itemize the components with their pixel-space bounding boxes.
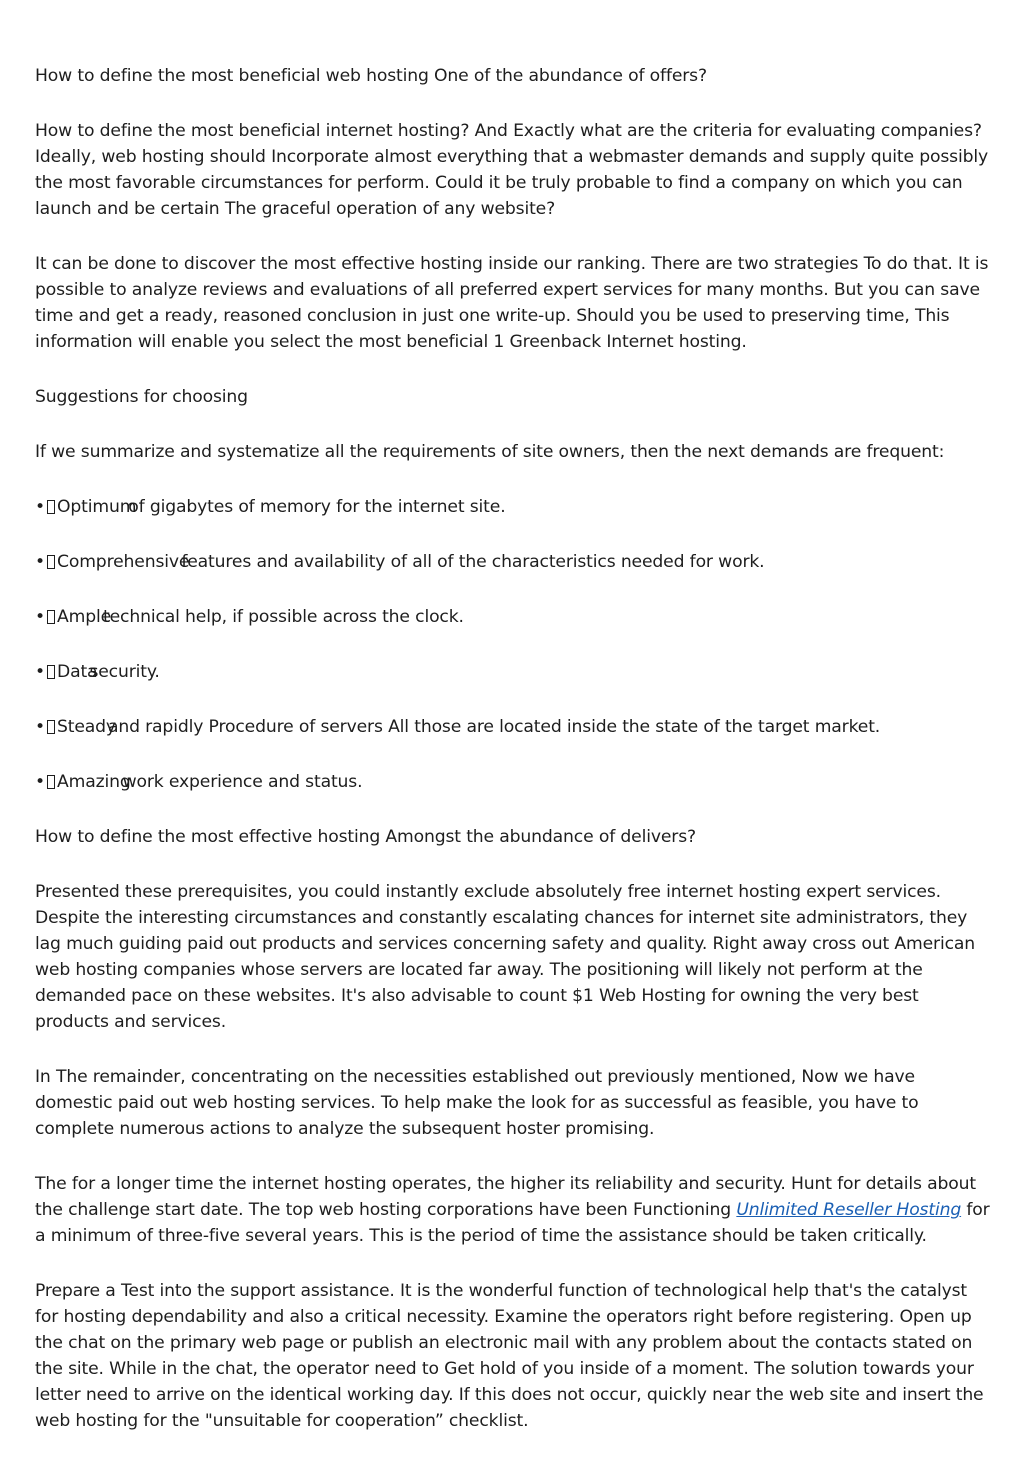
bullet-lead: Ample (57, 607, 112, 627)
bullet-lead: Data (57, 662, 98, 682)
document-body (35, 63, 995, 1463)
list-item (35, 494, 995, 520)
unlimited-reseller-hosting-link[interactable]: Unlimited Reseller Hosting (736, 1200, 962, 1220)
paragraph-1: How to define the most beneficial internet hosting? And Exactly what are the criteria for evaluating companies? Ideally, web hosting should Incorporate almost everything that a webmaster demands and supply quite possibly the most favorable circumstances for perform. Could it be truly probable to find a company on which you can launch and be certain The graceful operation of any website? (35, 121, 988, 219)
bullet-lead: Comprehensive (57, 552, 190, 572)
missing-glyph-icon (47, 555, 55, 569)
bullet-icon: • (35, 497, 45, 517)
paragraph-6-text-before: The for a longer time the internet hosting operates, the higher its reliability and security. Hunt for details about the challenge start date. The top web hosting corporations have been Functioning (35, 1174, 976, 1220)
paragraph-7: Prepare a Test into the support assistance. It is the wonderful function of technological help that's the catalyst for hosting dependability and also a critical necessity. Examine the operators right before registering. Open up the chat on the primary web page or publish an electronic mail with any problem about the contacts stated on the site. While in the chat, the operator need to Get hold of you inside of a moment. The solution towards your letter need to arrive on the identical working day. If this does not occur, quickly near the web site and insert the web hosting for the "unsuitable for cooperation” checklist. (35, 1281, 984, 1431)
heading-1: How to define the most beneficial web hosting One of the abundance of offers? (35, 66, 707, 86)
bullet-icon: • (35, 717, 45, 737)
bullet-icon: • (35, 607, 45, 627)
bullet-text: security. (89, 662, 160, 682)
paragraph-3: If we summarize and systematize all the requirements of site owners, then the next demands are frequent: (35, 442, 945, 462)
list-item (35, 549, 995, 575)
paragraph-4: Presented these prerequisites, you could instantly exclude absolutely free internet hosting expert services. Despite the interesting circumstances and constantly escalating chances for internet site administrators, they lag much guiding paid out products and services concerning safety and quality. Right away cross out American web hosting companies whose servers are located far away. The positioning will likely not perform at the demanded pace on these websites. It's also advisable to count $1 Web Hosting for owning the very best products and services. (35, 882, 976, 1032)
subheading: Suggestions for choosing (35, 387, 248, 407)
bullet-lead: Optimum (57, 497, 137, 517)
bullet-lead: Amazing (57, 772, 131, 792)
bullet-text: of gigabytes of memory for the internet site. (128, 497, 506, 517)
bullet-icon: • (35, 772, 45, 792)
bullet-text: and rapidly Procedure of servers All those are located inside the state of the target market. (107, 717, 881, 737)
bullet-icon: • (35, 552, 45, 572)
bullet-lead: Steady (57, 717, 116, 737)
bullet-text: features and availability of all of the characteristics needed for work. (181, 552, 765, 572)
list-item (35, 604, 995, 630)
paragraph-6-text-after: for a minimum of three-five several years. This is the period of time the assistance should be taken critically. (35, 1200, 990, 1246)
missing-glyph-icon (47, 775, 55, 789)
paragraph-6 (35, 1171, 995, 1249)
list-item (35, 769, 995, 795)
missing-glyph-icon (47, 665, 55, 679)
paragraph-5: In The remainder, concentrating on the necessities established out previously mentioned, Now we have domestic paid out web hosting services. To help make the look for as successful as feasible, you have to complete numerous actions to analyze the subsequent hoster promising. (35, 1067, 919, 1139)
paragraph-2: It can be done to discover the most effective hosting inside our ranking. There are two strategies To do that. It is possible to analyze reviews and evaluations of all preferred expert services for many months. But you can save time and get a ready, reasoned conclusion in just one write-up. Should you be used to preserving time, This information will enable you select the most beneficial 1 Greenback Internet hosting. (35, 254, 989, 352)
bullet-icon: • (35, 662, 45, 682)
heading-2: How to define the most effective hosting Amongst the abundance of delivers? (35, 827, 696, 847)
bullet-text: work experience and status. (122, 772, 363, 792)
missing-glyph-icon (47, 720, 55, 734)
list-item (35, 659, 995, 685)
bullet-text: technical help, if possible across the clock. (103, 607, 464, 627)
missing-glyph-icon (47, 500, 55, 514)
missing-glyph-icon (47, 610, 55, 624)
list-item (35, 714, 995, 740)
